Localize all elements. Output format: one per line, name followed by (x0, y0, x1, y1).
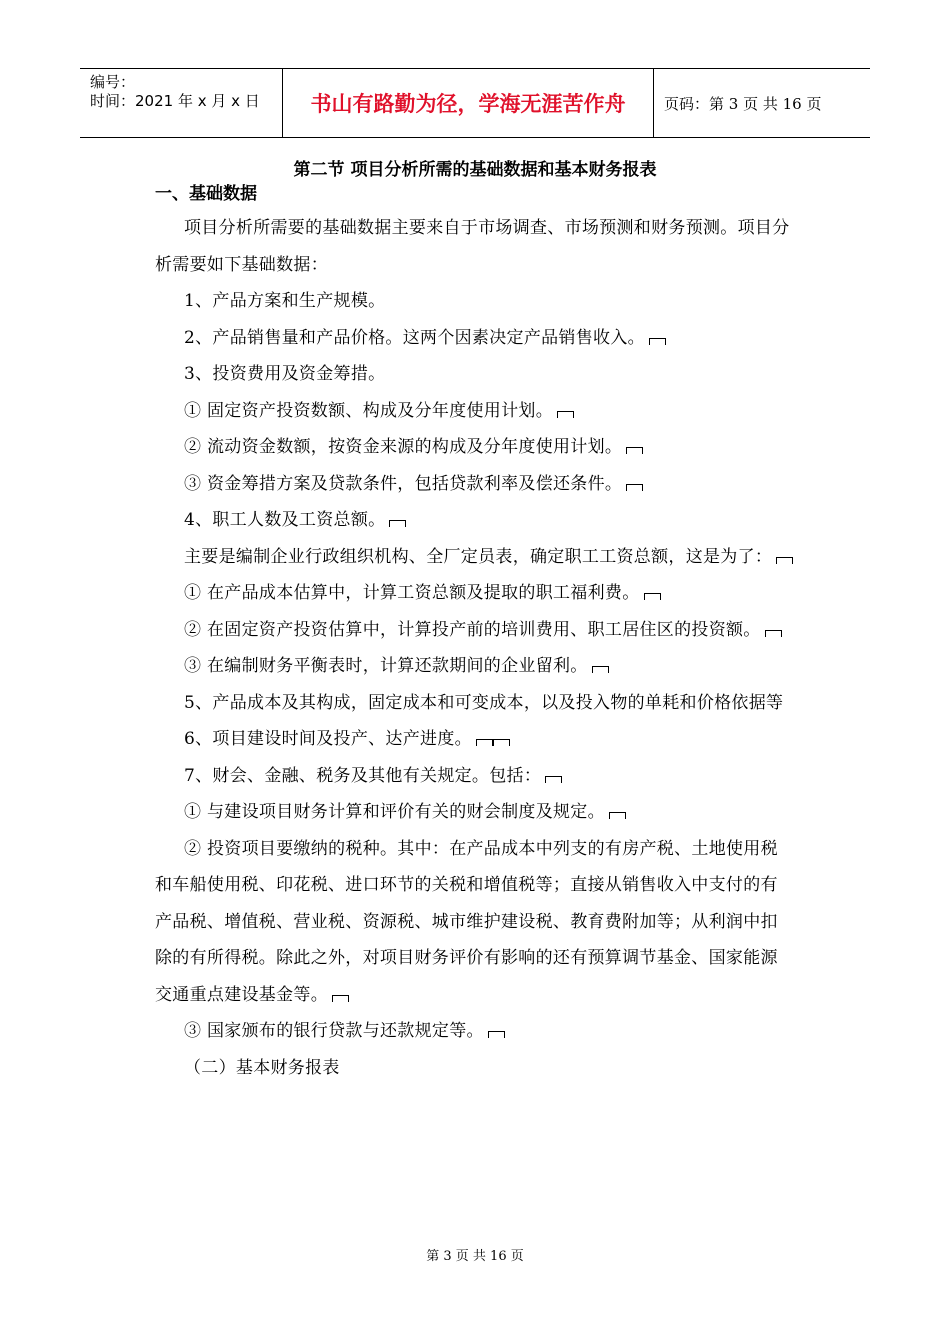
paragraph: 5、产品成本及其构成，固定成本和可变成本，以及投入物的单耗和价格依据等 (184, 692, 784, 713)
paragraph: （二）基本财务报表 (184, 1057, 340, 1078)
paragraph-mark-icon (649, 338, 666, 345)
paragraph-text: ① 固定资产投资数额、构成及分年度使用计划。 (184, 400, 554, 421)
paragraph-text: 主要是编制企业行政组织机构、全厂定员表，确定职工工资总额，这是为了： (184, 546, 773, 567)
paragraph (155, 1013, 795, 1050)
heading-basic-data: 一、基础数据 (155, 184, 257, 204)
paragraph-text: ③ 资金筹措方案及贷款条件，包括贷款利率及偿还条件。 (184, 473, 623, 494)
paragraph (155, 466, 795, 503)
paragraph (155, 612, 795, 649)
paragraph (155, 320, 795, 357)
paragraph (155, 502, 795, 539)
paragraph-mark-icon (765, 630, 782, 637)
page-footer: 第 3 页 共 16 页 (426, 1249, 524, 1264)
paragraph-text: 7、财会、金融、税务及其他有关规定。包括： (184, 765, 542, 786)
paragraph-mark-icon (476, 739, 493, 746)
paragraph-mark-icon (493, 739, 510, 746)
paragraph-text: ② 在固定资产投资估算中，计算投产前的培训费用、职工居住区的投资额。 (184, 619, 761, 640)
header-left (80, 69, 282, 137)
paragraph-mark-icon (626, 484, 643, 491)
paragraph-mark-icon (488, 1031, 505, 1038)
paragraph: 1、产品方案和生产规模。 (184, 291, 386, 311)
paragraph-mark-icon (626, 447, 643, 454)
paragraph-text: 2、产品销售量和产品价格。这两个因素决定产品销售收入。 (184, 327, 645, 348)
paragraph-mark-icon (592, 666, 609, 673)
paragraph (155, 393, 795, 430)
paragraph-text: ② 流动资金数额，按资金来源的构成及分年度使用计划。 (184, 437, 623, 457)
paragraph-mark-icon (332, 995, 349, 1002)
paragraph-text: ② 投资项目要缴纳的税种。其中：在产品成本中列支的有房产税、土地使用税和车船使用税、印花税、进口环节的关税和增值税等；直接从销售收入中支付的有产品税、增值税、营业税、资源税、城市维护建设税、教育费附加等；从利润中扣除的有所得税。除此之外，对项目财务评价有影响的还有预算调节基金、国家能源交通重点建设基金等。 (155, 838, 778, 1005)
number-label: 编号： (90, 73, 136, 91)
paragraph-text: ③ 国家颁布的银行贷款与还款规定等。 (184, 1021, 484, 1041)
paragraph-mark-icon (389, 520, 406, 527)
paragraph-text: ① 与建设项目财务计算和评价有关的财会制度及规定。 (184, 802, 605, 822)
paragraph (155, 429, 795, 466)
section-title: 第二节 项目分析所需的基础数据和基本财务报表 (293, 160, 657, 180)
paragraph-mark-icon (557, 411, 574, 418)
page-header (80, 68, 870, 138)
paragraph (155, 794, 795, 831)
paragraph (155, 648, 795, 685)
paragraph: 项目分析所需要的基础数据主要来自于市场调查、市场预测和财务预测。项目分析需要如下基础数据： (155, 218, 790, 275)
paragraph (155, 539, 795, 576)
paragraph-mark-icon (609, 812, 626, 819)
paragraph-text: ① 在产品成本估算中，计算工资总额及提取的职工福利费。 (184, 583, 640, 603)
paragraph (155, 758, 795, 795)
paragraph-text: ③ 在编制财务平衡表时，计算还款期间的企业留利。 (184, 656, 588, 676)
paragraph-mark-icon (545, 776, 562, 783)
document-body (155, 158, 795, 1086)
time-label: 时间：2021 年 x 月 x 日 (90, 92, 260, 110)
motto: 书山有路勤为径，学海无涯苦作舟 (282, 69, 654, 137)
paragraph (155, 831, 795, 1014)
paragraph (155, 721, 795, 758)
paragraph-mark-icon (776, 557, 793, 564)
paragraph (155, 575, 795, 612)
paragraph-text: 6、项目建设时间及投产、达产进度。 (184, 729, 472, 749)
paragraph-mark-icon (644, 593, 661, 600)
paragraph-text: 4、职工人数及工资总额。 (184, 510, 386, 530)
page-label: 页码：第 3 页 共 16 页 (664, 94, 822, 113)
paragraph: 3、投资费用及资金筹措。 (184, 364, 386, 384)
